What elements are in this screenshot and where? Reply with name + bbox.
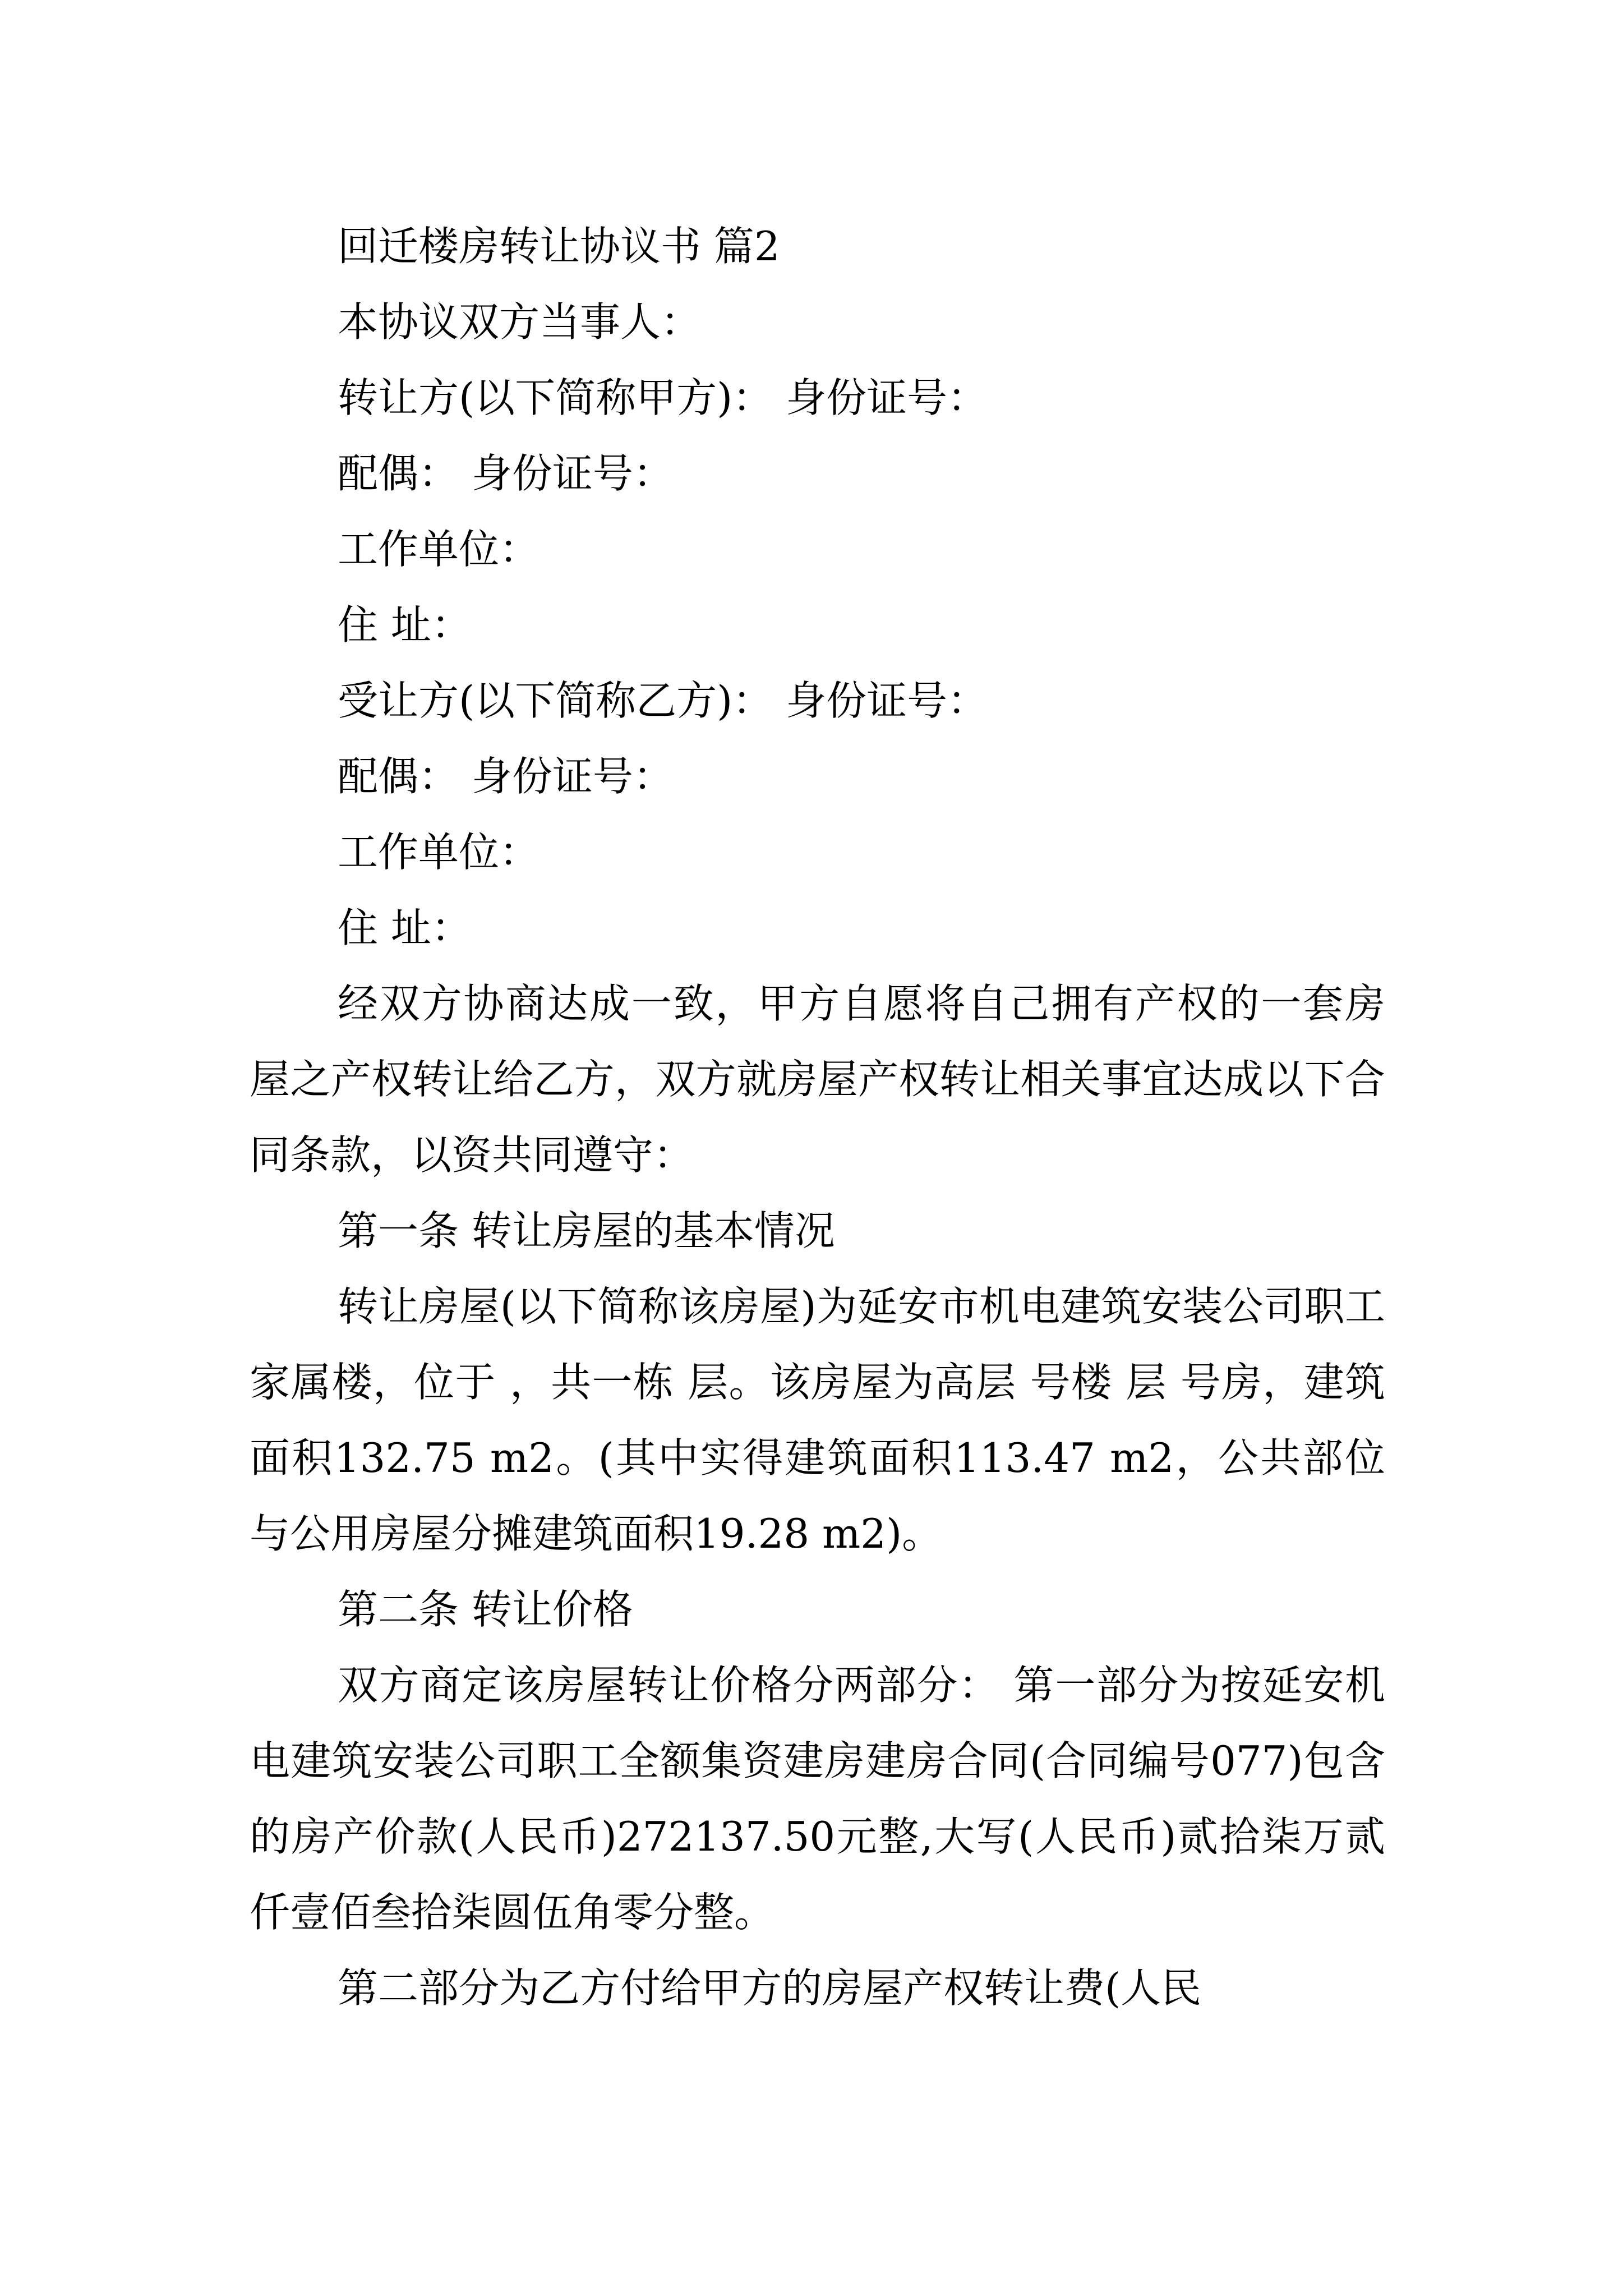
parties-heading: 本协议双方当事人： xyxy=(338,298,702,346)
article-2-part-2: 第二部分为乙方付给甲方的房屋产权转让费(人民 xyxy=(338,1964,1202,2012)
transferee-line: 受让方(以下简称乙方)： 身份证号： xyxy=(338,677,988,724)
transferee-address-line: 住 址： xyxy=(338,904,472,951)
document-body xyxy=(250,209,1385,2026)
transferee-spouse-line: 配偶： 身份证号： xyxy=(338,753,674,800)
article-1-body: 转让房屋(以下简称该房屋)为延安市机电建筑安装公司职工家属楼，位于 ，共一栋 层。该房屋为高层 号楼 层 号房，建筑面积132.75 m2。(其中实得建筑面积113.47 m2，公共部位与公用房屋分摊建筑面积19.28 m2)。 xyxy=(250,1283,1385,1557)
transferor-line: 转让方(以下简称甲方)： 身份证号： xyxy=(338,374,988,421)
transferee-employer-line: 工作单位： xyxy=(338,829,540,876)
article-2-body: 双方商定该房屋转让价格分两部分： 第一部分为按延安机电建筑安装公司职工全额集资建房建房合同(合同编号077)包含的房产价款(人民币)272137.50元整,大写(人民币)贰拾柒万贰仟壹佰叁拾柒圆伍角零分整。 xyxy=(250,1662,1385,1936)
article-2-heading: 第二条 转让价格 xyxy=(338,1586,633,1633)
transferor-employer-line: 工作单位： xyxy=(338,526,540,573)
transferor-spouse-line: 配偶： 身份证号： xyxy=(338,450,674,497)
transferor-address-line: 住 址： xyxy=(338,601,472,648)
article-1-heading: 第一条 转让房屋的基本情况 xyxy=(338,1207,835,1254)
document-title: 回迁楼房转让协议书 篇2 xyxy=(338,223,780,270)
intro-paragraph: 经双方协商达成一致，甲方自愿将自己拥有产权的一套房屋之产权转让给乙方，双方就房屋产权转让相关事宜达成以下合同条款，以资共同遵守： xyxy=(250,980,1385,1179)
